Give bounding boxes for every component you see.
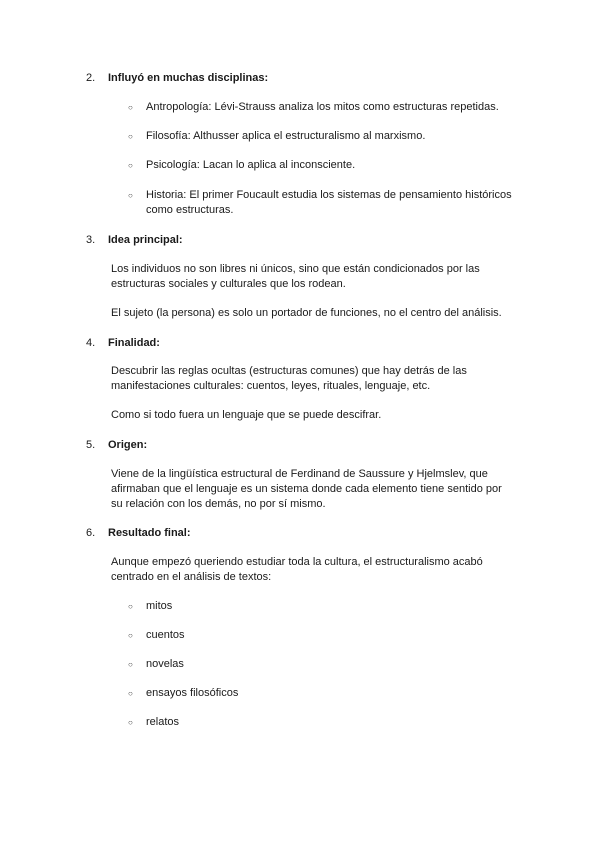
section-5-body [86,467,526,512]
section-6-body [86,555,526,585]
section-number: 6. [86,527,96,539]
list-item [86,657,516,672]
section-title: Influyó en muchas disciplinas: [108,72,269,84]
section-title: Idea principal: [108,234,183,246]
list-item [86,686,516,701]
section-3-body [86,262,526,292]
section-3 [86,233,526,248]
bullet-icon: ○ [128,103,133,112]
list-item [86,158,516,173]
section-5 [86,438,526,453]
section-4-body [86,408,526,423]
bullet-icon: ○ [128,689,133,698]
paragraph: Viene de la lingüística estructural de Ferdinand de Saussure y Hjelmslev, que afirmaban que el lenguaje es un sistema donde cada elemento tiene sentido por su relación con los demás, no por sí mismo. [111,468,502,510]
list-item-text: cuentos [146,629,185,641]
section-4-body [86,364,526,394]
list-item [86,628,516,643]
list-item [86,188,516,218]
section-title: Origen: [108,439,148,451]
section-2 [86,71,526,86]
paragraph: El sujeto (la persona) es solo un portador de funciones, no el centro del análisis. [111,307,502,319]
section-heading [86,438,526,453]
bullet-icon: ○ [128,602,133,611]
section-title: Finalidad: [108,337,160,349]
bullet-icon: ○ [128,161,133,170]
list-item-text: Psicología: Lacan lo aplica al inconsciente. [146,159,356,171]
list-item-text: Historia: El primer Foucault estudia los sistemas de pensamiento históricos como estructuras. [146,189,512,216]
list-item-text: relatos [146,716,180,728]
list-item-text: novelas [146,658,184,670]
list-item-text: mitos [146,600,173,612]
section-number: 4. [86,337,96,349]
section-heading [86,71,526,86]
paragraph: Aunque empezó queriendo estudiar toda la cultura, el estructuralismo acabó centrado en el análisis de textos: [111,556,483,583]
list-item-text: Filosofía: Althusser aplica el estructuralismo al marxismo. [146,130,426,142]
section-heading [86,233,526,248]
section-heading [86,336,526,351]
list-item [86,599,516,614]
section-number: 2. [86,72,96,84]
list-item-text: ensayos filosóficos [146,687,239,699]
section-number: 3. [86,234,96,246]
bullet-icon: ○ [128,631,133,640]
section-3-body [86,306,526,321]
bullet-icon: ○ [128,191,133,200]
paragraph: Como si todo fuera un lenguaje que se puede descifrar. [111,409,382,421]
section-title: Resultado final: [108,527,191,539]
section-heading [86,526,526,541]
list-item [86,715,516,730]
section-4 [86,336,526,351]
section-number: 5. [86,439,96,451]
section-6 [86,526,526,541]
paragraph: Descubrir las reglas ocultas (estructuras comunes) que hay detrás de las manifestaciones culturales: cuentos, leyes, rituales, lenguaje, etc. [111,365,467,392]
bullet-icon: ○ [128,718,133,727]
list-item-text: Antropología: Lévi-Strauss analiza los mitos como estructuras repetidas. [146,101,499,113]
list-item [86,129,516,144]
paragraph: Los individuos no son libres ni únicos, sino que están condicionados por las estructuras sociales y culturales que los rodean. [111,263,480,290]
bullet-icon: ○ [128,660,133,669]
bullet-icon: ○ [128,132,133,141]
list-item [86,100,516,115]
